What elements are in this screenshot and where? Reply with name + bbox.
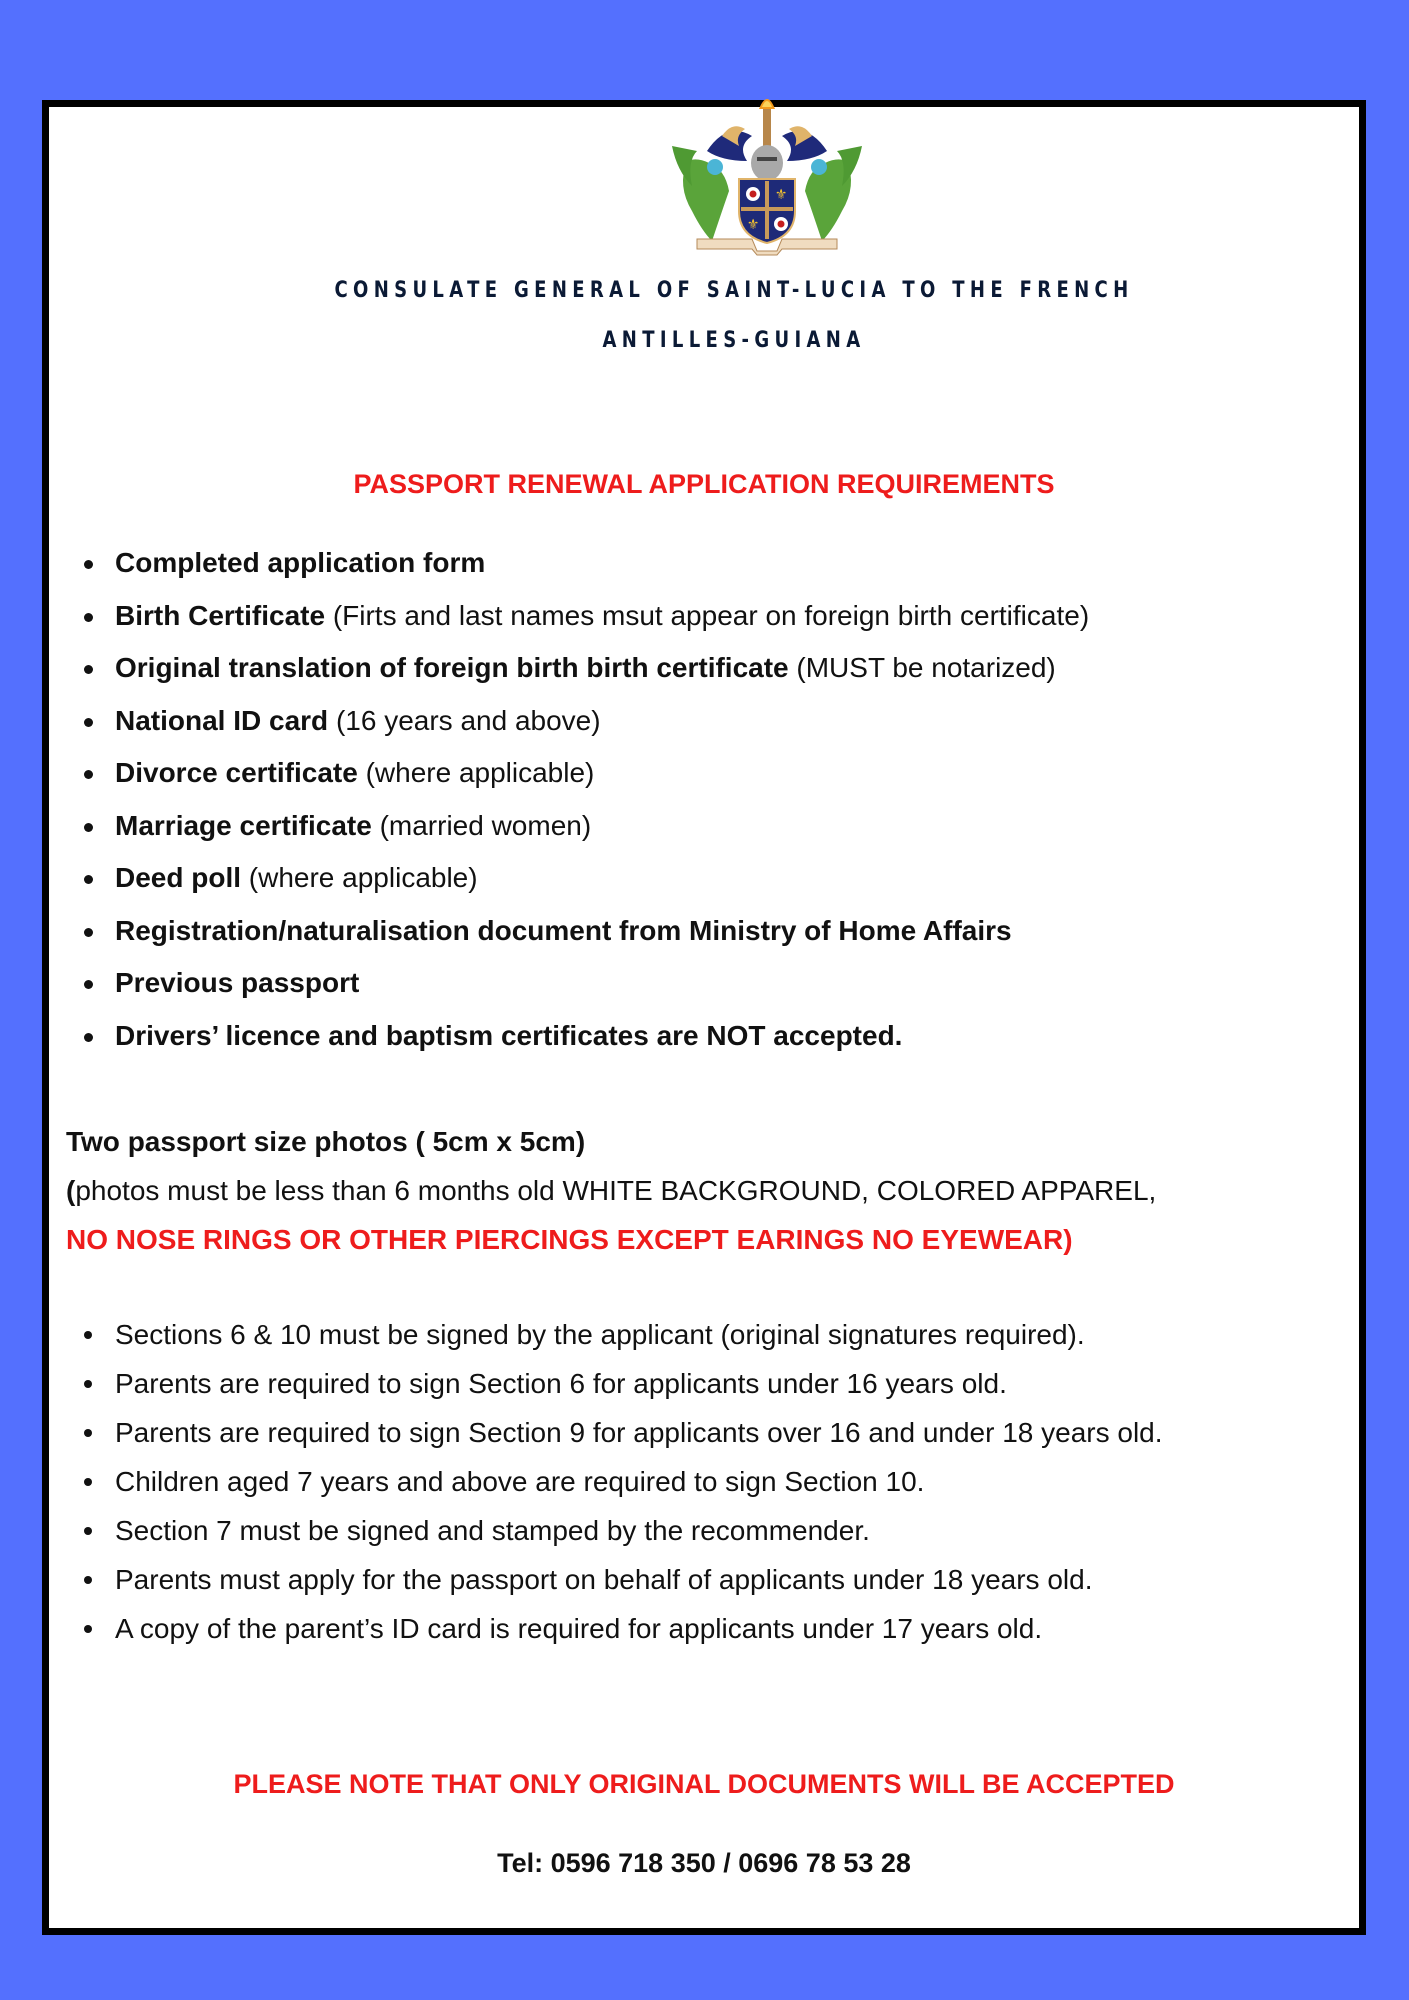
requirement-label: Original translation of foreign birth birth certificate [115, 652, 789, 683]
svg-text:⚜: ⚜ [746, 216, 760, 232]
list-item: Parents are required to sign Section 6 for applicants under 16 years old. [66, 1359, 1163, 1408]
requirement-note: (Firts and last names msut appear on foreign birth certificate) [325, 599, 1090, 631]
requirement-note: (where applicable) [357, 757, 595, 788]
list-item [66, 590, 1089, 643]
contact-telephone: Tel: 0596 718 350 / 0696 78 53 28 [497, 1848, 911, 1878]
list-item [66, 852, 1089, 905]
list-item: Sections 6 & 10 must be signed by the applicant (original signatures required). [66, 1310, 1163, 1359]
requirement-note: (where applicable) [241, 862, 478, 893]
list-item [66, 1010, 1089, 1063]
svg-text:⚜: ⚜ [774, 186, 788, 202]
requirement-label: Deed poll [115, 862, 242, 893]
consulate-header-line-2: ANTILLES-GUIANA [602, 328, 866, 353]
photos-warning: NO NOSE RINGS OR OTHER PIERCINGS EXCEPT EARINGS NO EYEWEAR) [66, 1224, 1073, 1255]
requirement-label: Divorce certificate [115, 757, 358, 788]
list-item: Children aged 7 years and above are required to sign Section 10. [66, 1457, 1163, 1506]
list-item [66, 800, 1089, 853]
photos-open-paren: ( [66, 1175, 76, 1206]
list-item: A copy of the parent’s ID card is required for applicants under 17 years old. [66, 1604, 1163, 1653]
requirements-list [66, 537, 1089, 1062]
requirement-label: National ID card [115, 704, 329, 736]
requirement-label: Drivers’ licence and baptism certificates are NOT accepted. [115, 1019, 903, 1051]
list-item: Parents are required to sign Section 9 for applicants over 16 and under 18 years old. [66, 1408, 1163, 1457]
consulate-header-line-1: CONSULATE GENERAL OF SAINT-LUCIA TO THE FRENCH [334, 278, 1134, 303]
requirement-label: Completed application form [115, 547, 486, 578]
requirement-label: Marriage certificate [115, 809, 372, 841]
list-item [66, 905, 1089, 958]
photos-details-line [66, 1166, 1156, 1215]
list-item [66, 747, 1089, 800]
requirement-label: Birth Certificate [115, 599, 326, 631]
saint-lucia-coat-of-arms-icon [667, 91, 867, 256]
list-item: Section 7 must be signed and stamped by the recommender. [66, 1506, 1163, 1555]
page-title: PASSPORT RENEWAL APPLICATION REQUIREMENTS [353, 469, 1055, 499]
requirement-note: (16 years and above) [328, 704, 601, 736]
original-documents-notice: PLEASE NOTE THAT ONLY ORIGINAL DOCUMENTS WILL BE ACCEPTED [233, 1769, 1175, 1799]
photo-requirements [66, 1117, 1156, 1264]
list-item [66, 537, 1089, 590]
list-item [66, 642, 1089, 695]
photos-heading: Two passport size photos ( 5cm x 5cm) [66, 1126, 586, 1157]
list-item: Parents must apply for the passport on behalf of applicants under 18 years old. [66, 1555, 1163, 1604]
list-item [66, 695, 1089, 748]
requirement-note: (married women) [371, 809, 592, 841]
requirement-label: Registration/naturalisation document from Ministry of Home Affairs [115, 914, 1012, 946]
requirement-label: Previous passport [115, 967, 360, 998]
document-page [42, 100, 1366, 1935]
photos-details: photos must be less than 6 months old WHITE BACKGROUND, COLORED APPAREL, [75, 1175, 1157, 1206]
list-item [66, 957, 1089, 1010]
signature-notes-list [66, 1310, 1163, 1653]
requirement-note: (MUST be notarized) [788, 652, 1056, 683]
